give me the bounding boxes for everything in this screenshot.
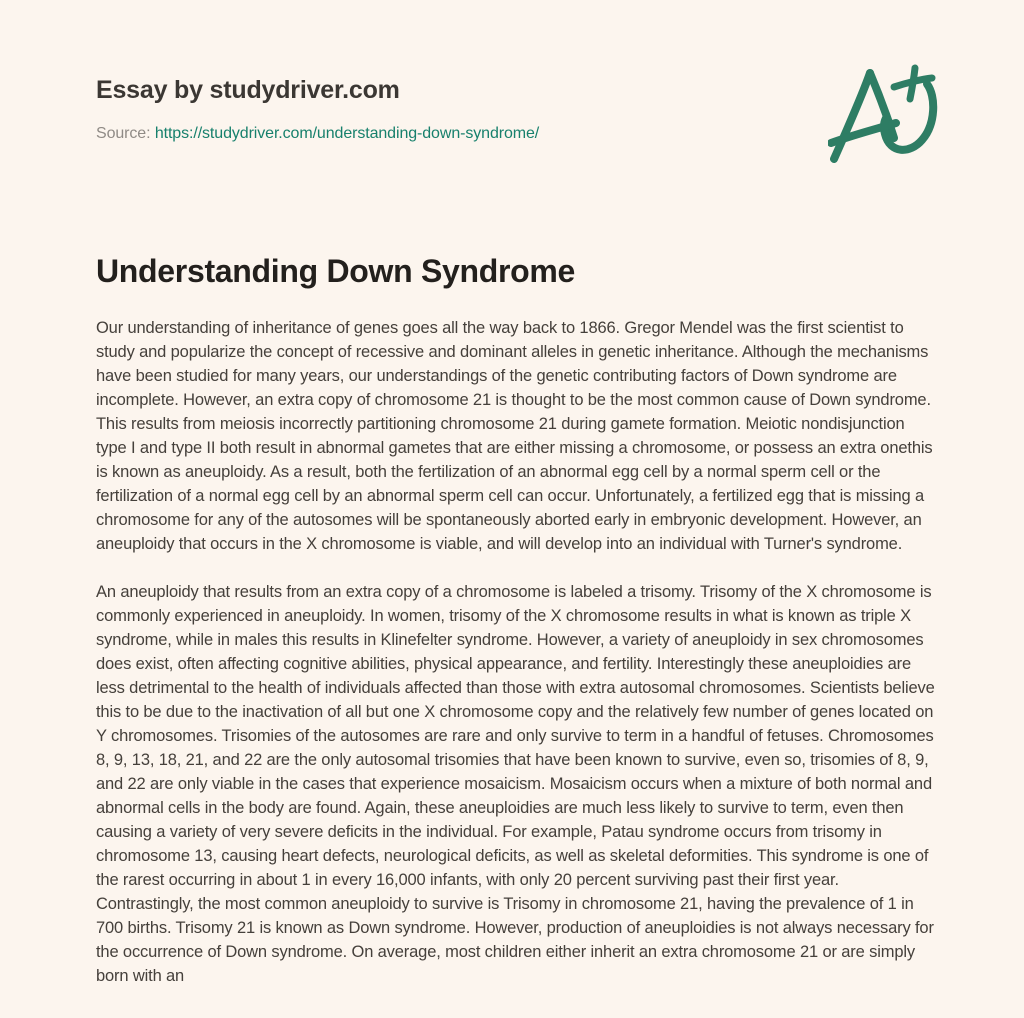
a-plus-logo-icon	[828, 64, 940, 166]
essay-body	[96, 316, 938, 988]
source-link[interactable]: https://studydriver.com/understanding-down-syndrome/	[154, 125, 540, 142]
source-label: Source:	[96, 125, 151, 142]
essay-article	[96, 253, 935, 988]
essay-paragraph: An aneuploidy that results from an extra copy of a chromosome is labeled a trisomy. Trisomy of the X chromosome is commonly experienced in aneuploidy. In women, trisomy of the X chromosome results in what is known as triple X syndrome, while in males this results in Klinefelter syndrome. However, a variety of aneuploidy in sex chromosomes does exist, often affecting cognitive abilities, physical appearance, and fertility. Interestingly these aneuploidies are less detrimental to the health of individuals affected than those with extra autosomal chromosomes. Scientists believe this to be due to the inactivation of all but one X chromosome copy and the relatively few number of genes located on Y chromosomes. Trisomies of the autosomes are rare and only survive to term in a handful of fetuses. Chromosomes 8, 9, 13, 18, 21, and 22 are the only autosomal trisomies that have been known to survive, even so, trisomies of 8, 9, and 22 are only viable in the cases that experience mosaicism. Mosaicism occurs when a mixture of both normal and abnormal cells in the body are found. Again, these aneuploidies are much less likely to survive to term, even then causing a variety of very severe deficits in the individual. For example, Patau syndrome occurs from trisomy in chromosome 13, causing heart defects, neurological deficits, as well as skeletal deformities. This syndrome is one of the rarest occurring in about 1 in every 16,000 infants, with only 20 percent surviving past their first year. Contrastingly, the most common aneuploidy to survive is Trisomy in chromosome 21, having the prevalence of 1 in 700 births. Trisomy 21 is known as Down syndrome. However, production of aneuploidies is not always necessary for the occurrence of Down syndrome. On average, most children either inherit an extra chromosome 21 or are simply born with an	[96, 582, 935, 985]
page-header	[96, 0, 930, 143]
essay-title: Understanding Down Syndrome	[96, 253, 576, 289]
source-row	[96, 125, 930, 143]
byline: Essay by studydriver.com	[96, 76, 400, 104]
essay-paragraph: Our understanding of inheritance of genes goes all the way back to 1866. Gregor Mendel was the first scientist to study and popularize the concept of recessive and dominant alleles in genetic inheritance. Although the mechanisms have been studied for many years, our understandings of the genetic contributing factors of Down syndrome are incomplete. However, an extra copy of chromosome 21 is thought to be the most common cause of Down syndrome. This results from meiosis incorrectly partitioning chromosome 21 during gamete formation. Meiotic nondisjunction type I and type II both result in abnormal gametes that are either missing a chromosome, or possess an extra onethis is known as aneuploidy. As a result, both the fertilization of an abnormal egg cell by a normal sperm cell or the fertilization of a normal egg cell by an abnormal sperm cell can occur. Unfortunately, a fertilized egg that is missing a chromosome for any of the autosomes will be spontaneously aborted early in embryonic development. However, an aneuploidy that occurs in the X chromosome is viable, and will develop into an individual with Turner's syndrome.	[96, 318, 933, 553]
